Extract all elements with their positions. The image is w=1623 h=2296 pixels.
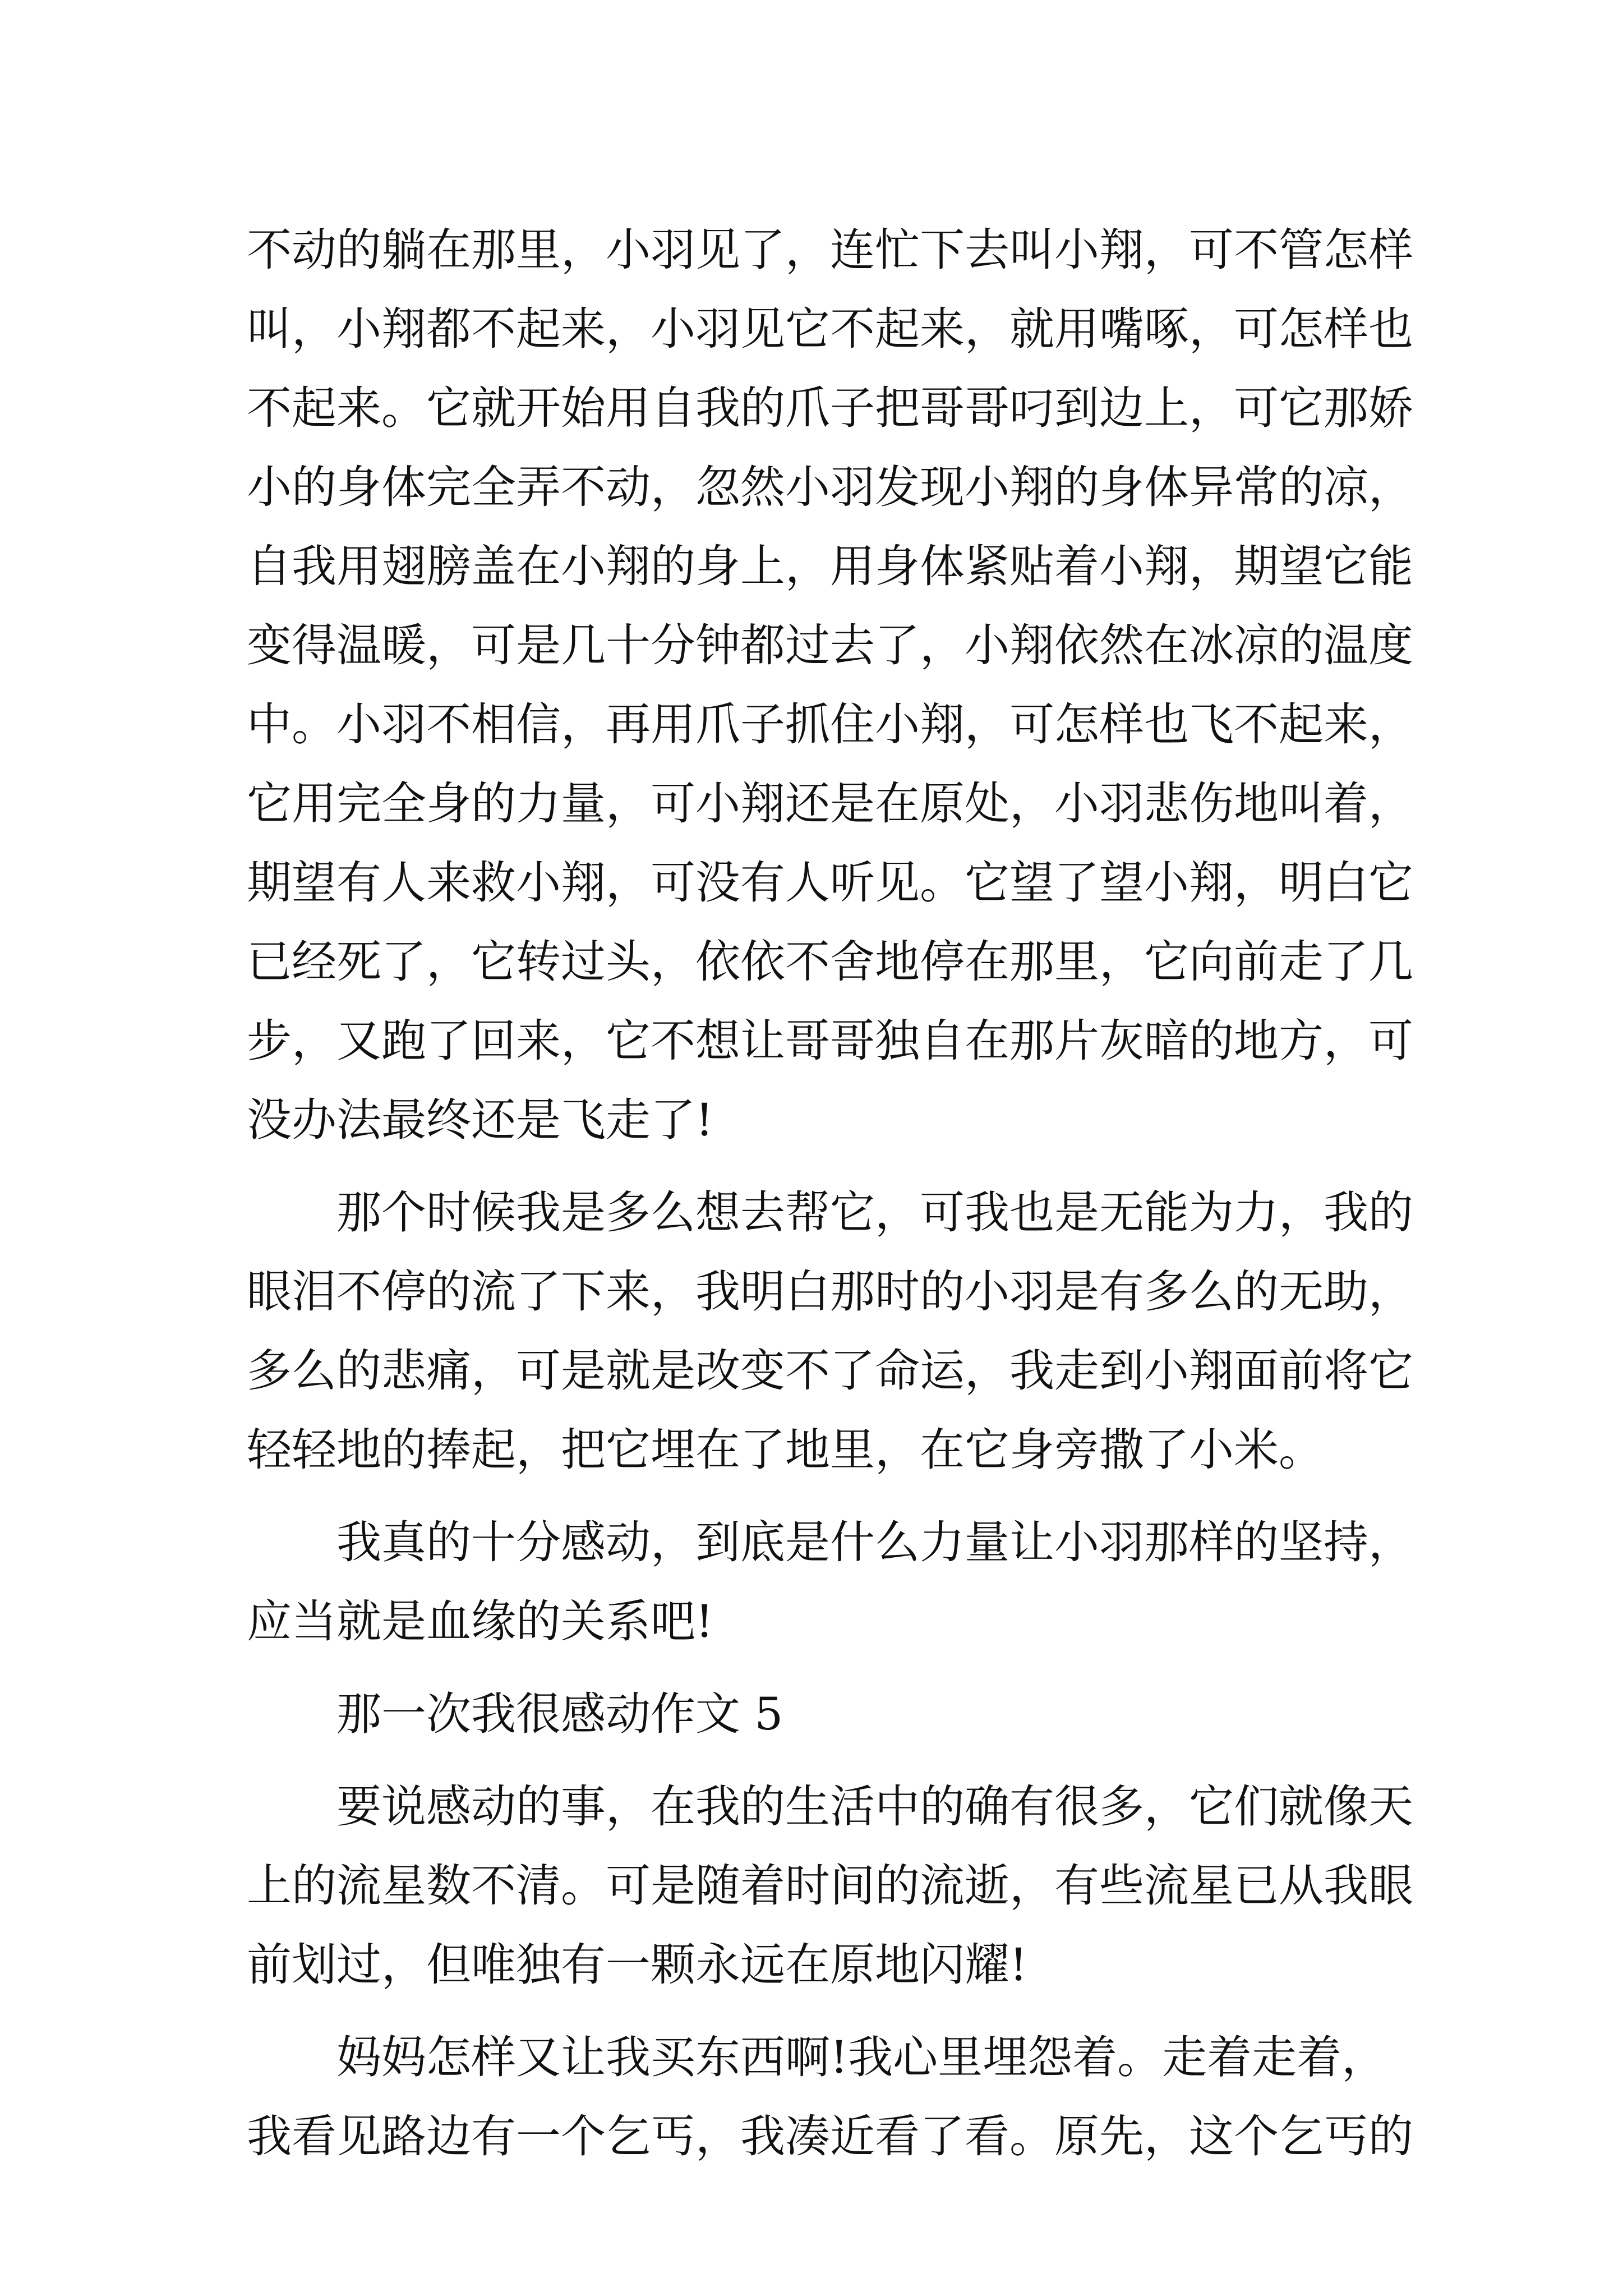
text-line: 自我用翅膀盖在小翔的身上，用身体紧贴着小翔，期望它能 bbox=[247, 540, 1413, 592]
paragraph-start-line: 那个时候我是多么想去帮它，可我也是无能为力，我的 bbox=[336, 1186, 1413, 1239]
text-line: 中。小羽不相信，再用爪子抓住小翔，可怎样也飞不起来， bbox=[247, 698, 1413, 751]
text-line: 轻轻地的捧起，把它埋在了地里，在它身旁撒了小米。 bbox=[247, 1424, 1324, 1476]
text-line: 前划过，但唯独有一颗永远在原地闪耀! bbox=[247, 1939, 1028, 1991]
text-line: 应当就是血缘的关系吧! bbox=[247, 1595, 714, 1648]
text-line: 眼泪不停的流了下来，我明白那时的小羽是有多么的无助， bbox=[247, 1266, 1413, 1318]
text-line: 不起来。它就开始用自我的爪子把哥哥叼到边上，可它那娇 bbox=[247, 382, 1413, 434]
text-line: 已经死了，它转过头，依依不舍地停在那里，它向前走了几 bbox=[247, 936, 1413, 988]
text-line: 我看见路边有一个乞丐，我凑近看了看。原先，这个乞丐的 bbox=[247, 2110, 1413, 2162]
text-line: 多么的悲痛，可是就是改变不了命运，我走到小翔面前将它 bbox=[247, 1345, 1413, 1397]
text-line: 变得温暖，可是几十分钟都过去了，小翔依然在冰凉的温度 bbox=[247, 619, 1413, 671]
text-line: 小的身体完全弄不动，忽然小羽发现小翔的身体异常的凉， bbox=[247, 461, 1413, 513]
text-line: 叫，小翔都不起来，小羽见它不起来，就用嘴啄，可怎样也 bbox=[247, 303, 1413, 355]
text-line: 步，又跑了回来，它不想让哥哥独自在那片灰暗的地方，可 bbox=[247, 1015, 1413, 1067]
text-line: 不动的躺在那里，小羽见了，连忙下去叫小翔，可不管怎样 bbox=[247, 224, 1413, 276]
text-line: 没办法最终还是飞走了! bbox=[247, 1094, 714, 1146]
paragraph-start-line: 我真的十分感动，到底是什么力量让小羽那样的坚持， bbox=[336, 1516, 1413, 1568]
paragraph-start-line: 要说感动的事，在我的生活中的确有很多，它们就像天 bbox=[336, 1780, 1413, 1833]
text-line: 上的流星数不清。可是随着时间的流逝，有些流星已从我眼 bbox=[247, 1860, 1413, 1912]
essay-text bbox=[247, 210, 1413, 2176]
text-line: 它用完全身的力量，可小翔还是在原处，小羽悲伤地叫着， bbox=[247, 777, 1413, 830]
text-line: 期望有人来救小翔，可没有人听见。它望了望小翔，明白它 bbox=[247, 857, 1413, 909]
section-title: 那一次我很感动作文 5 bbox=[336, 1688, 783, 1740]
paragraph-start-line: 妈妈怎样又让我买东西啊!我心里埋怨着。走着走着， bbox=[336, 2031, 1387, 2083]
